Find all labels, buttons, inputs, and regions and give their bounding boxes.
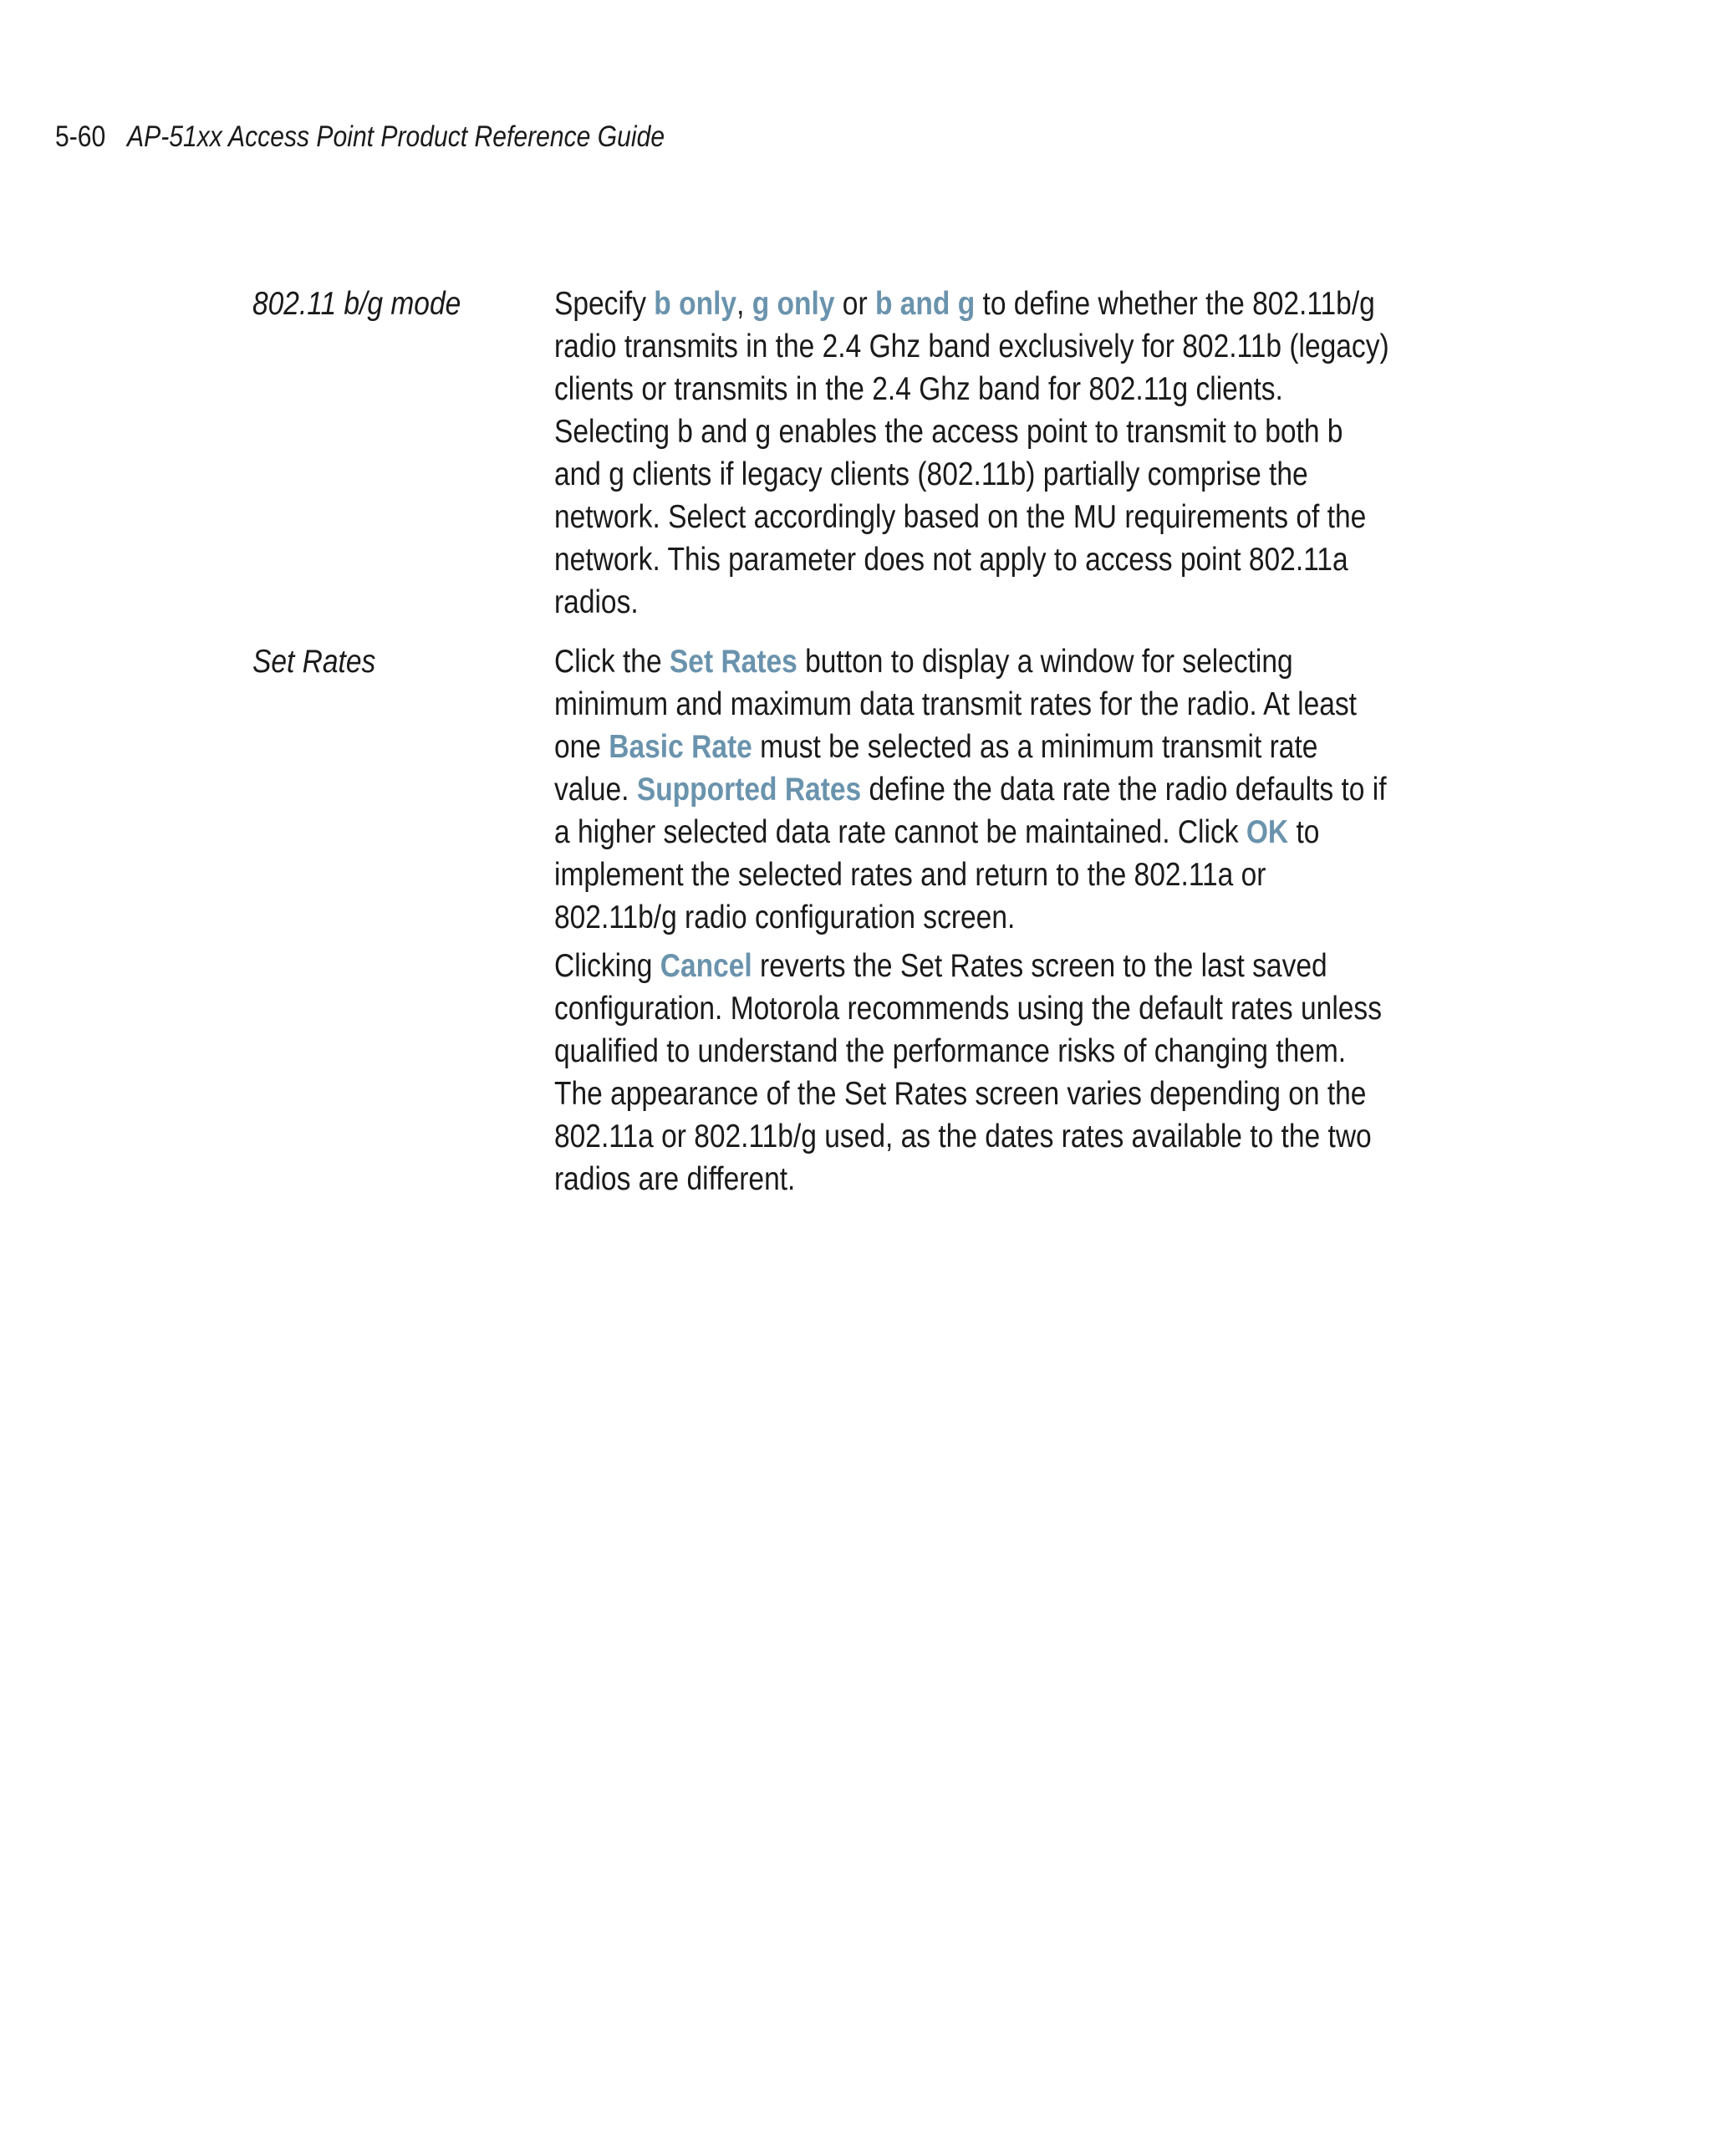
page-header <box>55 117 665 157</box>
text-run: must be selected as a minimum transmit rate value. <box>554 729 1318 808</box>
keyword-ok: OK <box>1246 814 1289 850</box>
description-paragraph <box>554 945 1395 1200</box>
text-run: Specify <box>554 286 655 322</box>
param-name: Set Rates <box>252 644 376 680</box>
keyword-g-only: g only <box>752 286 835 322</box>
param-description <box>554 640 1395 1200</box>
text-run: to implement the selected rates and return to the 802.11a or 802.11b/g radio configuration screen. <box>554 814 1320 935</box>
parameter-table <box>252 283 1473 1226</box>
param-row-set-rates <box>252 640 1473 1226</box>
param-name: 802.11 b/g mode <box>252 286 461 322</box>
param-row-bg-mode <box>252 283 1473 640</box>
description-paragraph <box>554 640 1395 939</box>
text-run: , <box>736 286 752 322</box>
keyword-b-and-g: b and g <box>874 286 976 322</box>
text-run: Click the <box>554 644 670 680</box>
text-run: to define whether the 802.11b/g radio transmits in the 2.4 Ghz band exclusively for 802.11b (legacy) clients or transmits in the 2.4 Ghz band for 802.11g clients. Selecting b and g enables the access point to transmit to both b and g clients if legacy clients (802.11b) partially comprise the network. Select accordingly based on the MU requirements of the network. This parameter does not apply to access point 802.11a radios. <box>554 286 1389 620</box>
keyword-supported-rates: Supported Rates <box>636 772 862 808</box>
guide-title: AP-51xx Access Point Product Reference Guide <box>127 120 665 153</box>
text-run: button to display a window for selecting minimum and maximum data transmit rates for the radio. At least one <box>554 644 1357 765</box>
text-run: define the data rate the radio defaults to if a higher selected data rate cannot be maintained. Click <box>554 772 1387 850</box>
text-run: or <box>834 286 875 322</box>
param-description <box>554 283 1395 624</box>
keyword-b-only: b only <box>654 286 737 322</box>
text-run: Clicking <box>554 948 660 984</box>
keyword-cancel: Cancel <box>660 948 752 984</box>
keyword-basic-rate: Basic Rate <box>609 729 752 765</box>
page-number: 5-60 <box>55 120 106 153</box>
keyword-set-rates: Set Rates <box>669 644 797 680</box>
text-run: reverts the Set Rates screen to the last saved configuration. Motorola recommends using the default rates unless qualified to understand the performance risks of changing them. The appearance of the Set Rates screen varies depending on the 802.11a or 802.11b/g used, as the dates rates available to the two radios are different. <box>554 948 1382 1197</box>
description-paragraph <box>554 283 1395 624</box>
